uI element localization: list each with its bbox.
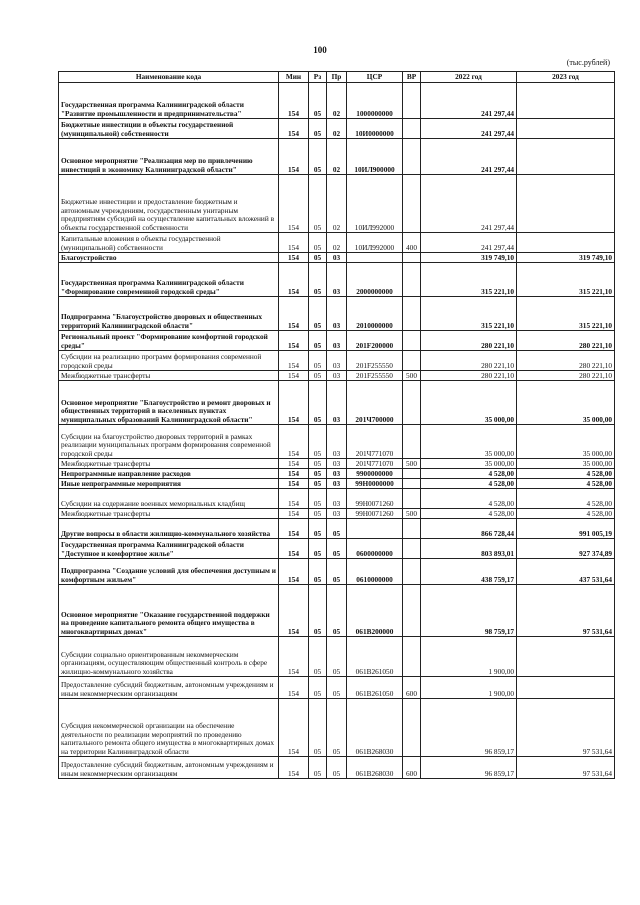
cell-min: 154 — [279, 637, 309, 677]
cell-y2022: 241 297,44 — [421, 119, 517, 139]
cell-pr: 02 — [327, 175, 347, 233]
cell-y2023: 35 000,00 — [517, 425, 615, 459]
cell-pr: 02 — [327, 83, 347, 119]
table-row — [59, 253, 615, 263]
cell-min: 154 — [279, 519, 309, 539]
table-row — [59, 637, 615, 677]
cell-name: Государственная программа Калининградской области "Доступное и комфортное жилье" — [59, 539, 279, 559]
cell-pr: 02 — [327, 233, 347, 253]
cell-vr — [403, 119, 421, 139]
table-row — [59, 83, 615, 119]
cell-rz: 05 — [309, 351, 327, 371]
cell-y2023: 4 528,00 — [517, 509, 615, 519]
cell-vr: 500 — [403, 509, 421, 519]
cell-pr: 02 — [327, 139, 347, 175]
cell-min: 154 — [279, 253, 309, 263]
cell-rz: 05 — [309, 119, 327, 139]
cell-csr: 061В261050 — [347, 637, 403, 677]
cell-vr: 600 — [403, 677, 421, 699]
cell-pr: 03 — [327, 297, 347, 331]
units-label: (тыс.рублей) — [566, 58, 610, 67]
cell-y2022: 241 297,44 — [421, 83, 517, 119]
cell-y2023: 97 531,64 — [517, 585, 615, 637]
header-name: Наименование кода — [59, 72, 279, 83]
cell-vr: 400 — [403, 233, 421, 253]
cell-name: Межбюджетные трансферты — [59, 509, 279, 519]
table-row — [59, 351, 615, 371]
table-row — [59, 585, 615, 637]
cell-name: Основное мероприятие "Реализация мер по привлечению инвестиций в экономику Калининградской области" — [59, 139, 279, 175]
cell-csr: 10ИЛ992000 — [347, 233, 403, 253]
cell-pr: 05 — [327, 585, 347, 637]
cell-rz: 05 — [309, 479, 327, 489]
cell-y2023: 97 531,64 — [517, 699, 615, 757]
cell-y2023: 97 531,64 — [517, 757, 615, 779]
cell-min: 154 — [279, 677, 309, 699]
table-row — [59, 539, 615, 559]
cell-min: 154 — [279, 263, 309, 297]
table-row — [59, 459, 615, 469]
cell-pr: 05 — [327, 677, 347, 699]
cell-pr: 03 — [327, 469, 347, 479]
cell-y2022: 241 297,44 — [421, 233, 517, 253]
cell-vr — [403, 519, 421, 539]
cell-y2023: 315 221,10 — [517, 263, 615, 297]
cell-y2023 — [517, 119, 615, 139]
cell-name: Субсидии на содержание военных мемориальных кладбищ — [59, 489, 279, 509]
cell-y2023: 437 531,64 — [517, 559, 615, 585]
cell-y2022: 280 221,10 — [421, 351, 517, 371]
cell-vr: 500 — [403, 459, 421, 469]
cell-pr: 05 — [327, 757, 347, 779]
cell-vr — [403, 351, 421, 371]
cell-pr: 02 — [327, 119, 347, 139]
cell-y2022: 1 900,00 — [421, 677, 517, 699]
cell-vr — [403, 585, 421, 637]
cell-rz: 05 — [309, 637, 327, 677]
cell-pr: 05 — [327, 539, 347, 559]
cell-y2022: 4 528,00 — [421, 469, 517, 479]
cell-rz: 05 — [309, 331, 327, 351]
cell-y2023 — [517, 677, 615, 699]
table-row — [59, 479, 615, 489]
cell-y2022: 866 728,44 — [421, 519, 517, 539]
cell-pr: 03 — [327, 263, 347, 297]
cell-min: 154 — [279, 559, 309, 585]
cell-vr — [403, 699, 421, 757]
cell-csr: 10ИЛ900000 — [347, 139, 403, 175]
cell-rz: 05 — [309, 677, 327, 699]
cell-min: 154 — [279, 233, 309, 253]
cell-csr: 061В200000 — [347, 585, 403, 637]
table-row — [59, 331, 615, 351]
cell-min: 154 — [279, 699, 309, 757]
cell-csr: 201F255550 — [347, 351, 403, 371]
cell-vr — [403, 559, 421, 585]
cell-name: Основное мероприятие "Благоустройство и ремонт дворовых и общественных территорий в населенных пунктах муниципальных образований Калининградской области" — [59, 381, 279, 425]
cell-name: Бюджетные инвестиции и предоставление бюджетным и автономным учреждениям, государственным унитарным предприятиям субсидий на осуществление капитальных вложений в объекты государственной собственности — [59, 175, 279, 233]
cell-csr: 2000000000 — [347, 263, 403, 297]
table-row — [59, 509, 615, 519]
cell-y2022: 241 297,44 — [421, 139, 517, 175]
cell-pr: 03 — [327, 381, 347, 425]
cell-vr — [403, 253, 421, 263]
cell-y2022: 98 759,17 — [421, 585, 517, 637]
cell-min: 154 — [279, 381, 309, 425]
header-rz: Рз — [309, 72, 327, 83]
cell-name: Государственная программа Калининградской области "Формирование современной городской среды" — [59, 263, 279, 297]
cell-rz: 05 — [309, 139, 327, 175]
cell-csr: 99Н0000000 — [347, 479, 403, 489]
cell-rz: 05 — [309, 297, 327, 331]
cell-min: 154 — [279, 489, 309, 509]
cell-csr: 201Ч771070 — [347, 459, 403, 469]
cell-csr — [347, 253, 403, 263]
cell-y2023: 4 528,00 — [517, 469, 615, 479]
cell-y2022: 280 221,10 — [421, 371, 517, 381]
cell-y2023: 280 221,10 — [517, 371, 615, 381]
cell-csr: 2010000000 — [347, 297, 403, 331]
cell-vr — [403, 297, 421, 331]
cell-rz: 05 — [309, 425, 327, 459]
cell-rz: 05 — [309, 263, 327, 297]
cell-y2023: 4 528,00 — [517, 489, 615, 509]
cell-name: Благоустройство — [59, 253, 279, 263]
table-row — [59, 139, 615, 175]
cell-vr — [403, 469, 421, 479]
table-row — [59, 519, 615, 539]
cell-pr: 03 — [327, 459, 347, 469]
cell-min: 154 — [279, 139, 309, 175]
cell-csr: 061В268030 — [347, 699, 403, 757]
table-row — [59, 263, 615, 297]
cell-csr: 99Н0071260 — [347, 489, 403, 509]
cell-vr: 600 — [403, 757, 421, 779]
cell-name: Непрограммные направление расходов — [59, 469, 279, 479]
cell-y2022: 4 528,00 — [421, 479, 517, 489]
cell-y2023: 35 000,00 — [517, 459, 615, 469]
cell-name: Капитальные вложения в объекты государственной (муниципальной) собственности — [59, 233, 279, 253]
cell-min: 154 — [279, 539, 309, 559]
cell-csr: 10И0000000 — [347, 119, 403, 139]
cell-min: 154 — [279, 83, 309, 119]
cell-min: 154 — [279, 371, 309, 381]
cell-min: 154 — [279, 585, 309, 637]
cell-y2022: 4 528,00 — [421, 509, 517, 519]
cell-y2022: 1 900,00 — [421, 637, 517, 677]
budget-table — [58, 71, 615, 779]
cell-y2023 — [517, 83, 615, 119]
cell-name: Государственная программа Калининградской области "Развитие промышленности и предпринимательства" — [59, 83, 279, 119]
table-row — [59, 469, 615, 479]
cell-y2022: 96 859,17 — [421, 757, 517, 779]
table-row — [59, 489, 615, 509]
table-body — [59, 83, 615, 779]
table-row — [59, 175, 615, 233]
cell-pr: 05 — [327, 559, 347, 585]
cell-name: Основное мероприятие "Оказание государственной поддержки на проведение капитального ремонта общего имущества в многоквартирных домах" — [59, 585, 279, 637]
header-2023: 2023 год — [517, 72, 615, 83]
cell-name: Подпрограмма "Создание условий для обеспечения доступным и комфортным жильем" — [59, 559, 279, 585]
cell-y2023: 315 221,10 — [517, 297, 615, 331]
cell-vr — [403, 425, 421, 459]
cell-min: 154 — [279, 509, 309, 519]
cell-rz: 05 — [309, 459, 327, 469]
cell-rz: 05 — [309, 489, 327, 509]
cell-vr — [403, 331, 421, 351]
cell-pr: 03 — [327, 489, 347, 509]
cell-rz: 05 — [309, 585, 327, 637]
cell-y2023: 991 005,19 — [517, 519, 615, 539]
cell-name: Другие вопросы в области жилищно-коммунального хозяйства — [59, 519, 279, 539]
cell-y2023: 35 000,00 — [517, 381, 615, 425]
cell-rz: 05 — [309, 371, 327, 381]
header-min: Мин — [279, 72, 309, 83]
cell-min: 154 — [279, 757, 309, 779]
cell-name: Субсидия некоммерческой организации на обеспечение деятельности по реализации мероприятий по проведению капитального ремонта общего имущества в многоквартирных домах на территории Калининградской области — [59, 699, 279, 757]
cell-csr: 201F200000 — [347, 331, 403, 351]
cell-vr — [403, 175, 421, 233]
cell-name: Подпрограмма "Благоустройство дворовых и общественных территорий Калининградской области" — [59, 297, 279, 331]
cell-csr — [347, 519, 403, 539]
page-number: 100 — [313, 45, 327, 55]
cell-y2022: 803 893,01 — [421, 539, 517, 559]
cell-y2023: 280 221,10 — [517, 331, 615, 351]
cell-rz: 05 — [309, 757, 327, 779]
cell-vr — [403, 637, 421, 677]
cell-y2022: 319 749,10 — [421, 253, 517, 263]
cell-y2023: 927 374,89 — [517, 539, 615, 559]
cell-rz: 05 — [309, 381, 327, 425]
cell-vr — [403, 139, 421, 175]
cell-rz: 05 — [309, 509, 327, 519]
table-row — [59, 677, 615, 699]
cell-rz: 05 — [309, 253, 327, 263]
cell-pr: 05 — [327, 519, 347, 539]
table-row — [59, 699, 615, 757]
cell-vr — [403, 83, 421, 119]
cell-y2023 — [517, 233, 615, 253]
cell-name: Региональный проект "Формирование комфортной городской среды" — [59, 331, 279, 351]
cell-y2022: 4 528,00 — [421, 489, 517, 509]
cell-name: Предоставление субсидий бюджетным, автономным учреждениям и иным некоммерческим организациям — [59, 677, 279, 699]
cell-y2023 — [517, 637, 615, 677]
cell-y2022: 35 000,00 — [421, 381, 517, 425]
cell-y2022: 438 759,17 — [421, 559, 517, 585]
cell-vr — [403, 539, 421, 559]
cell-min: 154 — [279, 297, 309, 331]
cell-name: Бюджетные инвестиции в объекты государственной (муниципальной) собственности — [59, 119, 279, 139]
cell-name: Межбюджетные трансферты — [59, 459, 279, 469]
cell-rz: 05 — [309, 233, 327, 253]
cell-vr — [403, 489, 421, 509]
table-row — [59, 297, 615, 331]
cell-rz: 05 — [309, 539, 327, 559]
table-row — [59, 381, 615, 425]
cell-min: 154 — [279, 351, 309, 371]
cell-pr: 05 — [327, 637, 347, 677]
header-vr: ВР — [403, 72, 421, 83]
cell-csr: 061В261050 — [347, 677, 403, 699]
cell-pr: 05 — [327, 699, 347, 757]
cell-y2022: 35 000,00 — [421, 459, 517, 469]
header-pr: Пр — [327, 72, 347, 83]
cell-vr — [403, 381, 421, 425]
cell-min: 154 — [279, 425, 309, 459]
cell-y2022: 315 221,10 — [421, 263, 517, 297]
cell-csr: 061В268030 — [347, 757, 403, 779]
header-csr: ЦСР — [347, 72, 403, 83]
table-row — [59, 425, 615, 459]
cell-rz: 05 — [309, 83, 327, 119]
cell-min: 154 — [279, 331, 309, 351]
cell-y2022: 241 297,44 — [421, 175, 517, 233]
cell-y2023 — [517, 139, 615, 175]
cell-name: Субсидии на благоустройство дворовых территорий в рамках реализации муниципальных программ формирования современной городской среды — [59, 425, 279, 459]
cell-pr: 03 — [327, 331, 347, 351]
cell-csr: 0600000000 — [347, 539, 403, 559]
cell-y2022: 35 000,00 — [421, 425, 517, 459]
cell-vr: 500 — [403, 371, 421, 381]
cell-rz: 05 — [309, 699, 327, 757]
cell-csr: 9900000000 — [347, 469, 403, 479]
cell-y2022: 315 221,10 — [421, 297, 517, 331]
cell-pr: 03 — [327, 509, 347, 519]
table-row — [59, 119, 615, 139]
cell-pr: 03 — [327, 425, 347, 459]
cell-pr: 03 — [327, 371, 347, 381]
cell-name: Предоставление субсидий бюджетным, автономным учреждениям и иным некоммерческим организациям — [59, 757, 279, 779]
cell-y2022: 280 221,10 — [421, 331, 517, 351]
header-2022: 2022 год — [421, 72, 517, 83]
cell-csr: 10ИЛ992000 — [347, 175, 403, 233]
cell-y2023: 4 528,00 — [517, 479, 615, 489]
cell-rz: 05 — [309, 175, 327, 233]
cell-pr: 03 — [327, 253, 347, 263]
cell-pr: 03 — [327, 479, 347, 489]
cell-csr: 99Н0071260 — [347, 509, 403, 519]
cell-rz: 05 — [309, 559, 327, 585]
table-row — [59, 233, 615, 253]
cell-min: 154 — [279, 459, 309, 469]
cell-vr — [403, 479, 421, 489]
cell-min: 154 — [279, 469, 309, 479]
cell-csr: 201Ч700000 — [347, 381, 403, 425]
cell-rz: 05 — [309, 469, 327, 479]
cell-name: Иные непрограммные мероприятия — [59, 479, 279, 489]
cell-min: 154 — [279, 119, 309, 139]
cell-y2023: 280 221,10 — [517, 351, 615, 371]
cell-rz: 05 — [309, 519, 327, 539]
cell-pr: 03 — [327, 351, 347, 371]
cell-csr: 0610000000 — [347, 559, 403, 585]
cell-name: Субсидии социально ориентированным некоммерческим организациям, осуществляющим общественный контроль в сфере жилищно-коммунального хозяйства — [59, 637, 279, 677]
cell-csr: 201F255550 — [347, 371, 403, 381]
table-row — [59, 371, 615, 381]
cell-y2023: 319 749,10 — [517, 253, 615, 263]
cell-y2023 — [517, 175, 615, 233]
cell-min: 154 — [279, 479, 309, 489]
cell-csr: 1000000000 — [347, 83, 403, 119]
cell-name: Межбюджетные трансферты — [59, 371, 279, 381]
cell-vr — [403, 263, 421, 297]
cell-name: Субсидии на реализацию программ формирования современной городской среды — [59, 351, 279, 371]
cell-min: 154 — [279, 175, 309, 233]
table-row — [59, 757, 615, 779]
table-header-row — [59, 72, 615, 83]
table-row — [59, 559, 615, 585]
cell-y2022: 96 859,17 — [421, 699, 517, 757]
cell-csr: 201Ч771070 — [347, 425, 403, 459]
